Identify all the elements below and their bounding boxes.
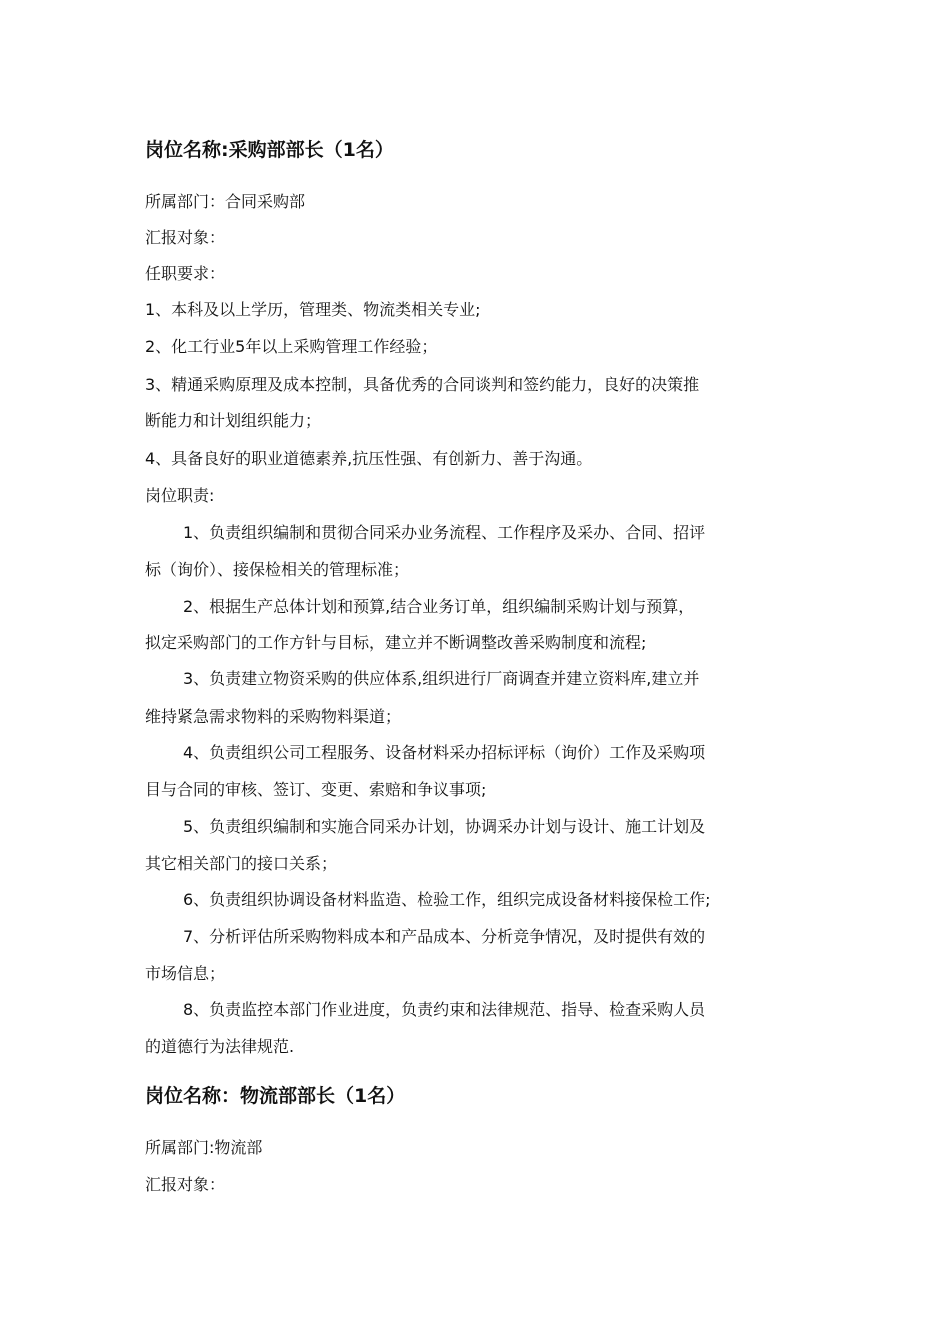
duty-item-cont: 其它相关部门的接口关系； [145,854,338,873]
duty-item-cont: 拟定采购部门的工作方针与目标，建立并不断调整改善采购制度和流程; [145,633,647,652]
duty-item: 8、负责监控本部门作业进度，负责约束和法律规范、指导、检查采购人员 [183,1000,706,1019]
duty-item: 3、负责建立物资采购的供应体系,组织进行厂商调查并建立资料库,建立并 [183,669,700,688]
duty-item: 7、分析评估所采购物料成本和产品成本、分析竞争情况，及时提供有效的 [183,927,706,946]
duty-item: 2、根据生产总体计划和预算,结合业务订单，组织编制采购计划与预算， [183,597,695,616]
duties-label: 岗位职责: [145,486,215,505]
department-line: 所属部门：合同采购部 [145,192,306,211]
duty-item: 4、负责组织公司工程服务、设备材料采办招标评标（询价）工作及采购项 [183,743,706,762]
reports-to-line: 汇报对象： [145,1175,226,1194]
requirements-label: 任职要求： [145,264,226,283]
job-title-logistics: 岗位名称：物流部部长（1名） [145,1085,406,1107]
requirement-item: 4、具备良好的职业道德素养,抗压性强、有创新力、善于沟通。 [145,449,593,468]
duty-item: 5、负责组织编制和实施合同采办计划，协调采办计划与设计、施工计划及 [183,817,706,836]
duty-item-cont: 市场信息； [145,964,226,983]
duty-item-cont: 标（询价）、接保检相关的管理标准； [145,560,410,579]
job-title-procurement: 岗位名称:采购部部长（1名） [145,139,394,161]
reports-to-line: 汇报对象： [145,228,226,247]
requirement-item: 3、精通采购原理及成本控制，具备优秀的合同谈判和签约能力，良好的决策推 [145,375,700,394]
requirement-item-cont: 断能力和计划组织能力； [145,411,322,430]
duty-item: 1、负责组织编制和贯彻合同采办业务流程、工作程序及采办、合同、招评 [183,523,706,542]
duty-item-cont: 目与合同的审核、签订、变更、索赔和争议事项; [145,780,487,799]
requirement-item: 1、本科及以上学历，管理类、物流类相关专业; [145,300,481,319]
duty-item-cont: 维持紧急需求物料的采购物料渠道； [145,707,402,726]
duty-item-cont: 的道德行为法律规范. [145,1037,295,1056]
duty-item: 6、负责组织协调设备材料监造、检验工作，组织完成设备材料接保检工作; [183,890,711,909]
department-line: 所属部门:物流部 [145,1138,263,1157]
requirement-item: 2、化工行业5年以上采购管理工作经验； [145,337,438,356]
